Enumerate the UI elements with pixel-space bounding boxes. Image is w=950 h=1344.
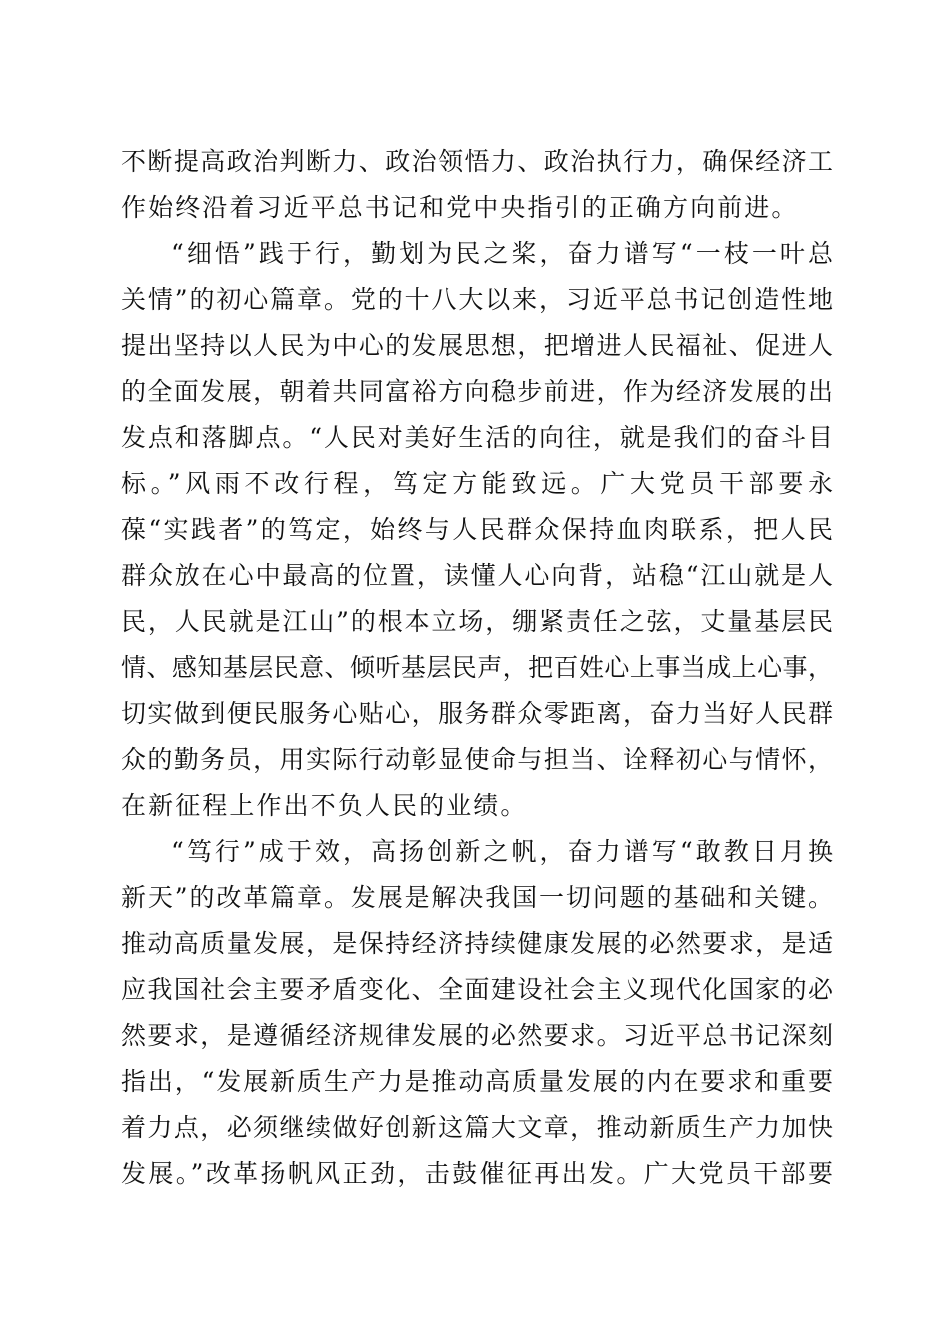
text-line: 提出坚持以人民为中心的发展思想，把增进人民福祉、促进人	[121, 331, 833, 360]
paragraph-first-line: “笃行”成于效，高扬创新之帆，奋力谱写“敢教日月换	[171, 837, 833, 866]
text-line: 关情”的初心篇章。党的十八大以来，习近平总书记创造性地	[121, 285, 833, 314]
text-line: 众的勤务员，用实际行动彰显使命与担当、诠释初心与情怀，	[121, 745, 833, 774]
text-line: 发点和落脚点。“人民对美好生活的向往，就是我们的奋斗目	[121, 423, 833, 452]
text-line: 新天”的改革篇章。发展是解决我国一切问题的基础和关键。	[121, 883, 833, 912]
text-line: 民，人民就是江山”的根本立场，绷紧责任之弦，丈量基层民	[121, 607, 833, 636]
text-line: 标。”风雨不改行程，笃定方能致远。广大党员干部要永	[121, 469, 833, 498]
text-line: 情、感知基层民意、倾听基层民声，把百姓心上事当成上心事，	[121, 653, 833, 682]
text-line: 发展。”改革扬帆风正劲，击鼓催征再出发。广大党员干部要	[121, 1159, 833, 1188]
text-line: 着力点，必须继续做好创新这篇大文章，推动新质生产力加快	[121, 1113, 833, 1142]
text-line: 的全面发展，朝着共同富裕方向稳步前进，作为经济发展的出	[121, 377, 833, 406]
text-line: 切实做到便民服务心贴心，服务群众零距离，奋力当好人民群	[121, 699, 833, 728]
text-line: 推动高质量发展，是保持经济持续健康发展的必然要求，是适	[121, 929, 833, 958]
text-line: 作始终沿着习近平总书记和党中央指引的正确方向前进。	[121, 193, 799, 222]
text-line: 不断提高政治判断力、政治领悟力、政治执行力，确保经济工	[121, 147, 833, 176]
text-line: 葆“实践者”的笃定，始终与人民群众保持血肉联系，把人民	[121, 515, 833, 544]
text-line: 群众放在心中最高的位置，读懂人心向背，站稳“江山就是人	[121, 561, 833, 590]
text-line: 然要求，是遵循经济规律发展的必然要求。习近平总书记深刻	[121, 1021, 833, 1050]
paragraph-first-line: “细悟”践于行，勤划为民之桨，奋力谱写“一枝一叶总	[171, 239, 833, 268]
text-line: 应我国社会主要矛盾变化、全面建设社会主义现代化国家的必	[121, 975, 833, 1004]
text-line: 在新征程上作出不负人民的业绩。	[121, 791, 528, 820]
text-line: 指出，“发展新质生产力是推动高质量发展的内在要求和重要	[121, 1067, 833, 1096]
